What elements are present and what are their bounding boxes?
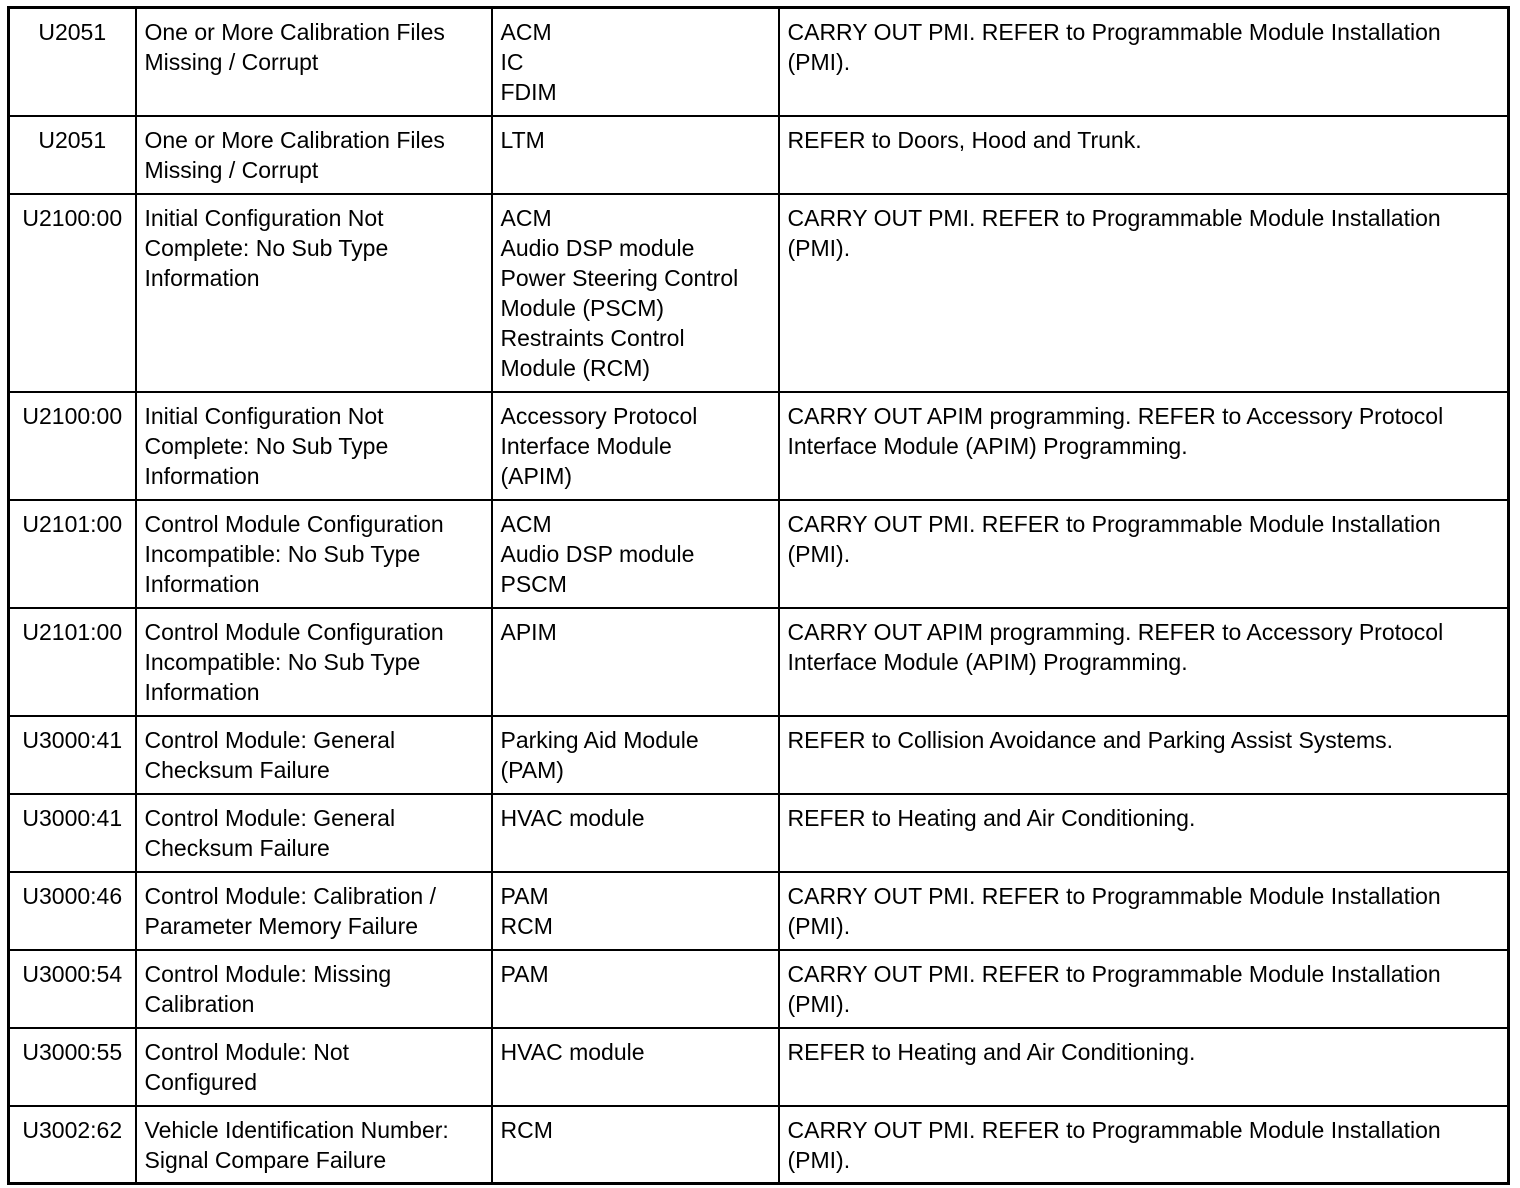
description-line: Complete: No Sub Type [144,234,389,261]
action-line: REFER to Heating and Air Conditioning. [787,1038,1196,1065]
dtc-code: U2101:00 [9,608,136,716]
dtc-code: U3000:46 [9,872,136,950]
description-line: Checksum Failure [144,756,330,783]
table-row [9,608,1509,716]
module-line: PAM [500,960,549,987]
action-text [779,392,1509,500]
module-line: Accessory Protocol [500,402,698,429]
description-line: One or More Calibration Files [144,126,445,153]
module-list [492,1028,779,1106]
action-line: REFER to Collision Avoidance and Parking Assist Systems. [787,726,1394,753]
description-line: Calibration [144,990,255,1017]
module-line: PAM [500,882,549,909]
description-line: Incompatible: No Sub Type [144,540,421,567]
table-row [9,1106,1509,1184]
action-line: CARRY OUT APIM programming. REFER to Accessory Protocol Interface Module (APIM) Programming. [787,618,1444,675]
dtc-code: U2051 [9,116,136,194]
module-line: ACM [500,19,552,45]
table-row [9,872,1509,950]
module-line: RCM [500,912,553,939]
description-line: Missing / Corrupt [144,49,319,75]
module-line: ACM [500,204,552,231]
table-row [9,116,1509,194]
action-text [779,1106,1509,1184]
action-line: CARRY OUT PMI. REFER to Programmable Module Installation (PMI). [787,204,1441,261]
module-line: LTM [500,126,545,153]
description-line: Initial Configuration Not [144,402,384,429]
table-row [9,1028,1509,1106]
module-line: FDIM [500,79,557,105]
dtc-description [136,194,492,392]
module-line: (APIM) [500,462,573,489]
module-list [492,872,779,950]
module-line: Module (RCM) [500,354,651,381]
module-list [492,500,779,608]
dtc-code: U3000:41 [9,716,136,794]
module-list [492,1106,779,1184]
description-line: Control Module: General [144,804,396,831]
description-line: One or More Calibration Files [144,19,445,45]
description-line: Control Module: Missing [144,960,392,987]
module-line: HVAC module [500,1038,645,1065]
module-line: Power Steering Control [500,264,739,291]
action-line: CARRY OUT PMI. REFER to Programmable Module Installation (PMI). [787,960,1441,1017]
dtc-table [7,6,1510,1185]
dtc-code: U3000:41 [9,794,136,872]
module-list [492,116,779,194]
table-row [9,950,1509,1028]
table-row [9,500,1509,608]
module-line: HVAC module [500,804,645,831]
description-line: Control Module Configuration [144,510,444,537]
action-text [779,8,1509,116]
dtc-description [136,950,492,1028]
action-text [779,116,1509,194]
module-line: IC [500,49,524,75]
action-line: REFER to Heating and Air Conditioning. [787,804,1196,831]
dtc-description [136,116,492,194]
dtc-description [136,500,492,608]
module-line: Audio DSP module [500,234,695,261]
action-line: CARRY OUT APIM programming. REFER to Accessory Protocol Interface Module (APIM) Programming. [787,402,1444,459]
action-text [779,794,1509,872]
module-list [492,608,779,716]
description-line: Control Module: Not [144,1038,350,1065]
module-line: Restraints Control [500,324,685,351]
dtc-code: U2100:00 [9,194,136,392]
dtc-code: U3002:62 [9,1106,136,1184]
module-line: APIM [500,618,557,645]
description-line: Vehicle Identification Number: [144,1116,449,1143]
action-text [779,608,1509,716]
module-list [492,950,779,1028]
dtc-code: U3000:55 [9,1028,136,1106]
module-line: Parking Aid Module [500,726,699,753]
description-line: Complete: No Sub Type [144,432,389,459]
action-line: REFER to Doors, Hood and Trunk. [787,126,1142,153]
module-list [492,392,779,500]
table-row [9,8,1509,116]
description-line: Information [144,264,260,291]
dtc-description [136,392,492,500]
table-row [9,716,1509,794]
dtc-description [136,794,492,872]
module-line: PSCM [500,570,567,597]
action-line: CARRY OUT PMI. REFER to Programmable Module Installation (PMI). [787,1116,1441,1173]
table-row [9,392,1509,500]
action-line: CARRY OUT PMI. REFER to Programmable Module Installation (PMI). [787,19,1441,75]
module-line: Module (PSCM) [500,294,665,321]
description-line: Missing / Corrupt [144,156,319,183]
dtc-description [136,1106,492,1184]
dtc-description [136,716,492,794]
description-line: Information [144,678,260,705]
dtc-description [136,1028,492,1106]
action-line: CARRY OUT PMI. REFER to Programmable Module Installation (PMI). [787,510,1441,567]
description-line: Information [144,462,260,489]
action-text [779,872,1509,950]
table-row [9,794,1509,872]
dtc-code: U2051 [9,8,136,116]
dtc-description [136,872,492,950]
dtc-description [136,8,492,116]
description-line: Control Module Configuration [144,618,444,645]
module-line: ACM [500,510,552,537]
description-line: Configured [144,1068,258,1095]
action-text [779,194,1509,392]
description-line: Information [144,570,260,597]
action-text [779,1028,1509,1106]
module-line: Audio DSP module [500,540,695,567]
module-list [492,8,779,116]
description-line: Control Module: General [144,726,396,753]
module-list [492,716,779,794]
description-line: Control Module: Calibration / [144,882,436,909]
dtc-code: U2100:00 [9,392,136,500]
description-line: Incompatible: No Sub Type [144,648,421,675]
dtc-code: U3000:54 [9,950,136,1028]
table-row [9,194,1509,392]
module-line: Interface Module [500,432,672,459]
dtc-table-body [9,8,1509,1184]
description-line: Signal Compare Failure [144,1146,387,1173]
action-text [779,950,1509,1028]
module-line: (PAM) [500,756,564,783]
dtc-code: U2101:00 [9,500,136,608]
module-line: RCM [500,1116,553,1143]
description-line: Parameter Memory Failure [144,912,419,939]
module-list [492,794,779,872]
description-line: Initial Configuration Not [144,204,384,231]
action-text [779,716,1509,794]
module-list [492,194,779,392]
description-line: Checksum Failure [144,834,330,861]
action-text [779,500,1509,608]
dtc-description [136,608,492,716]
action-line: CARRY OUT PMI. REFER to Programmable Module Installation (PMI). [787,882,1441,939]
